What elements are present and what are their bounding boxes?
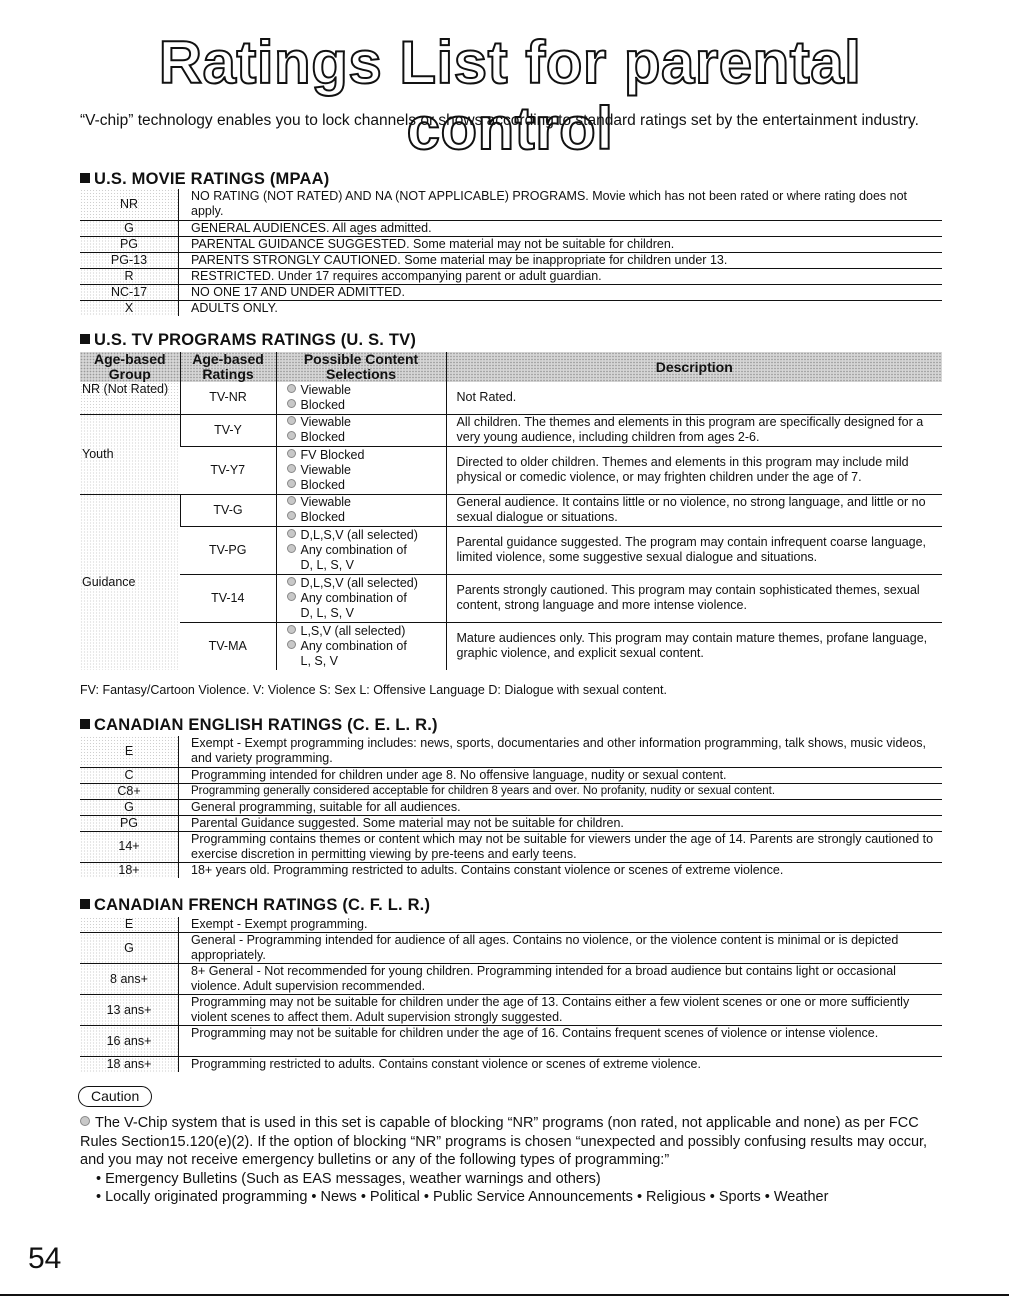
column-header: Description (446, 352, 942, 382)
rating-code: R (80, 268, 179, 284)
rating-description: Programming may not be suitable for children under the age of 16. Contains frequent scenes of violence or intense violence. (179, 1026, 943, 1057)
bullet-icon (287, 529, 296, 538)
table-row (80, 268, 942, 284)
list-item: • Locally originated programming • News • Political • Public Service Announcements • Religious • Sports • Weather (96, 1189, 829, 1205)
table-header-row (80, 352, 942, 382)
selection-cell: D,L,S,V (all selected) Any combination of D, L, S, V (276, 574, 446, 622)
age-group-cell: Guidance (80, 494, 180, 670)
rating-code: 18 ans+ (80, 1057, 179, 1073)
table-row (80, 783, 942, 799)
table-row (80, 995, 942, 1026)
bullet-icon (287, 479, 296, 488)
rating-code: X (80, 300, 179, 316)
canadian-english-heading: CANADIAN ENGLISH RATINGS (C. E. L. R.) (80, 716, 438, 735)
description-cell: Parental guidance suggested. The program may contain infrequent coarse language, limited violence, some suggestive sexual dialogue and situations. (446, 526, 942, 574)
movie-ratings-table (80, 189, 942, 316)
table-row (80, 933, 942, 964)
rating-description: Programming restricted to adults. Contains constant violence or scenes of extreme violence. (179, 1057, 943, 1073)
bullet-square-icon (80, 719, 90, 729)
rating-cell: TV-PG (180, 526, 276, 574)
rating-description: PARENTS STRONGLY CAUTIONED. Some material may be inappropriate for children under 13. (179, 252, 943, 268)
rating-description: GENERAL AUDIENCES. All ages admitted. (179, 220, 943, 236)
table-row (80, 1026, 942, 1057)
canadian-english-table (80, 736, 942, 878)
table-row (80, 736, 942, 767)
bullet-icon (287, 577, 296, 586)
rating-code: 14+ (80, 831, 179, 862)
bullet-icon (287, 544, 296, 553)
rating-code: C (80, 767, 179, 783)
table-row (80, 382, 942, 414)
rating-code: PG (80, 236, 179, 252)
table-row (80, 414, 942, 446)
rating-code: NC-17 (80, 284, 179, 300)
rating-code: PG (80, 815, 179, 831)
bullet-icon (287, 464, 296, 473)
rating-description: General - Programming intended for audience of all ages. Contains no violence, or the violence content is minimal or is depicted appropriately. (179, 933, 943, 964)
rating-code: G (80, 220, 179, 236)
selection-cell: FV Blocked Viewable Blocked (276, 446, 446, 494)
rating-description: NO RATING (NOT RATED) AND NA (NOT APPLICABLE) PROGRAMS. Movie which has not been rated or where rating does not apply. (179, 189, 943, 220)
list-item: • Emergency Bulletins (Such as EAS messages, weather warnings and others) (96, 1170, 601, 1187)
caution-label: Caution (78, 1086, 152, 1107)
table-row (80, 1057, 942, 1073)
table-row (80, 799, 942, 815)
rating-cell: TV-14 (180, 574, 276, 622)
tv-ratings-table (80, 352, 942, 670)
bullet-icon (287, 399, 296, 408)
bullet-square-icon (80, 173, 90, 183)
bottom-rule (0, 1294, 1009, 1296)
rating-code: 13 ans+ (80, 995, 179, 1026)
rating-description: Parental Guidance suggested. Some material may not be suitable for children. (179, 815, 943, 831)
rating-description: 8+ General - Not recommended for young children. Programming intended for a broad audience but contains light or occasional violence. Adult supervision recommended. (179, 964, 943, 995)
selection-cell: Viewable Blocked (276, 494, 446, 526)
bullet-icon (287, 449, 296, 458)
bullet-square-icon (80, 334, 90, 344)
rating-code: G (80, 933, 179, 964)
canadian-french-table (80, 917, 942, 1072)
description-cell: Mature audiences only. This program may contain mature themes, profane language, graphic violence, and explicit sexual content. (446, 622, 942, 670)
bullet-square-icon (80, 899, 90, 909)
caution-text: The V-Chip system that is used in this set is capable of blocking “NR” programs (non rated, not applicable and none) as per FCC Rules Section15.120(e)(2). If the option of blocking “NR” programs is chosen “unexpected and possibly confusing results may occur, and you may not receive emergency bulletins or any of the following types of programming:” • Emergency Bulletins (Such as EAS messages, weather warnings and others) • Locally originated programming • News • Political • Public Service Announcements • Religious • Sports • Weather (80, 1114, 940, 1207)
page-number: 54 (28, 1242, 62, 1275)
table-row (80, 767, 942, 783)
bullet-icon (287, 625, 296, 634)
table-row (80, 446, 942, 494)
table-row (80, 574, 942, 622)
intro-text: “V-chip” technology enables you to lock channels or shows according to standard ratings set by the entertainment industry. (80, 112, 919, 129)
table-row (80, 252, 942, 268)
column-header: Age-based Ratings (180, 352, 276, 382)
tv-ratings-footnote: FV: Fantasy/Cartoon Violence. V: Violence S: Sex L: Offensive Language D: Dialogue with sexual content. (80, 683, 667, 697)
description-cell: All children. The themes and elements in this program are specifically designed for a very young audience, including children from ages 2-6. (446, 414, 942, 446)
column-header: Age-based Group (80, 352, 180, 382)
table-row (80, 300, 942, 316)
rating-cell: TV-Y7 (180, 446, 276, 494)
rating-description: Exempt - Exempt programming includes: news, sports, documentaries and other information programming, talk shows, music videos, and variety programming. (179, 736, 943, 767)
bullet-icon (80, 1116, 90, 1126)
age-group-cell: NR (Not Rated) (80, 382, 180, 414)
selection-cell: L,S,V (all selected) Any combination of L, S, V (276, 622, 446, 670)
bullet-icon (287, 496, 296, 505)
rating-description: ADULTS ONLY. (179, 300, 943, 316)
rating-description: Programming contains themes or content which may not be suitable for viewers under the age of 14. Parents are strongly cautioned to exercise discretion in permitting viewing by pre-teens and early teens. (179, 831, 943, 862)
rating-description: Programming may not be suitable for children under the age of 13. Contains either a few violent scenes or one or more sufficiently violent scenes to affect them. Adult supervision strongly suggested. (179, 995, 943, 1026)
selection-cell: Viewable Blocked (276, 414, 446, 446)
table-row (80, 862, 942, 878)
tv-ratings-heading: U.S. TV PROGRAMS RATINGS (U. S. TV) (80, 331, 416, 350)
table-row (80, 189, 942, 220)
rating-description: PARENTAL GUIDANCE SUGGESTED. Some material may not be suitable for children. (179, 236, 943, 252)
description-cell: Parents strongly cautioned. This program may contain sophisticated themes, sexual content, strong language and more intense violence. (446, 574, 942, 622)
table-row (80, 815, 942, 831)
age-group-cell: Youth (80, 414, 180, 494)
rating-code: 8 ans+ (80, 964, 179, 995)
bullet-icon (287, 640, 296, 649)
description-cell: Directed to older children. Themes and elements in this program may include mild physical or comedic violence, or may frighten children under the age of 7. (446, 446, 942, 494)
page-title: Ratings List for parental control (158, 29, 862, 162)
selection-cell: Viewable Blocked (276, 382, 446, 414)
rating-code: NR (80, 189, 179, 220)
rating-cell: TV-MA (208, 638, 247, 653)
rating-description: Exempt - Exempt programming. (179, 917, 943, 933)
rating-description: 18+ years old. Programming restricted to adults. Contains constant violence or scenes of extreme violence. (179, 862, 943, 878)
table-row (80, 236, 942, 252)
table-row (80, 917, 942, 933)
rating-description: RESTRICTED. Under 17 requires accompanying parent or adult guardian. (179, 268, 943, 284)
rating-cell: TV-NR (180, 382, 276, 414)
bullet-icon (287, 431, 296, 440)
table-row (80, 622, 942, 670)
rating-description: NO ONE 17 AND UNDER ADMITTED. (179, 284, 943, 300)
table-row (80, 526, 942, 574)
rating-cell: TV-G (180, 494, 276, 526)
selection-cell: D,L,S,V (all selected) Any combination of D, L, S, V (276, 526, 446, 574)
rating-code: C8+ (80, 783, 179, 799)
canadian-french-heading: CANADIAN FRENCH RATINGS (C. F. L. R.) (80, 896, 430, 915)
table-row (80, 964, 942, 995)
bullet-icon (287, 592, 296, 601)
rating-description: Programming generally considered acceptable for children 8 years and over. No profanity, nudity or sexual content. (179, 783, 943, 799)
table-row (80, 494, 942, 526)
rating-code: PG-13 (80, 252, 179, 268)
description-cell: General audience. It contains little or no violence, no strong language, and little or no sexual dialogue or situations. (446, 494, 942, 526)
column-header: Possible Content Selections (276, 352, 446, 382)
rating-description: General programming, suitable for all audiences. (179, 799, 943, 815)
rating-description: Programming intended for children under age 8. No offensive language, nudity or sexual content. (179, 767, 943, 783)
table-row (80, 831, 942, 862)
description-cell: Not Rated. (446, 382, 942, 414)
rating-cell: TV-Y (180, 414, 276, 446)
rating-code: 18+ (80, 862, 179, 878)
rating-code: E (80, 736, 179, 767)
table-row (80, 284, 942, 300)
table-row (80, 220, 942, 236)
rating-code: G (80, 799, 179, 815)
bullet-icon (287, 416, 296, 425)
movie-ratings-heading: U.S. MOVIE RATINGS (MPAA) (80, 170, 329, 189)
bullet-icon (287, 384, 296, 393)
rating-code: 16 ans+ (80, 1026, 179, 1057)
bullet-icon (287, 511, 296, 520)
rating-code: E (80, 917, 179, 933)
